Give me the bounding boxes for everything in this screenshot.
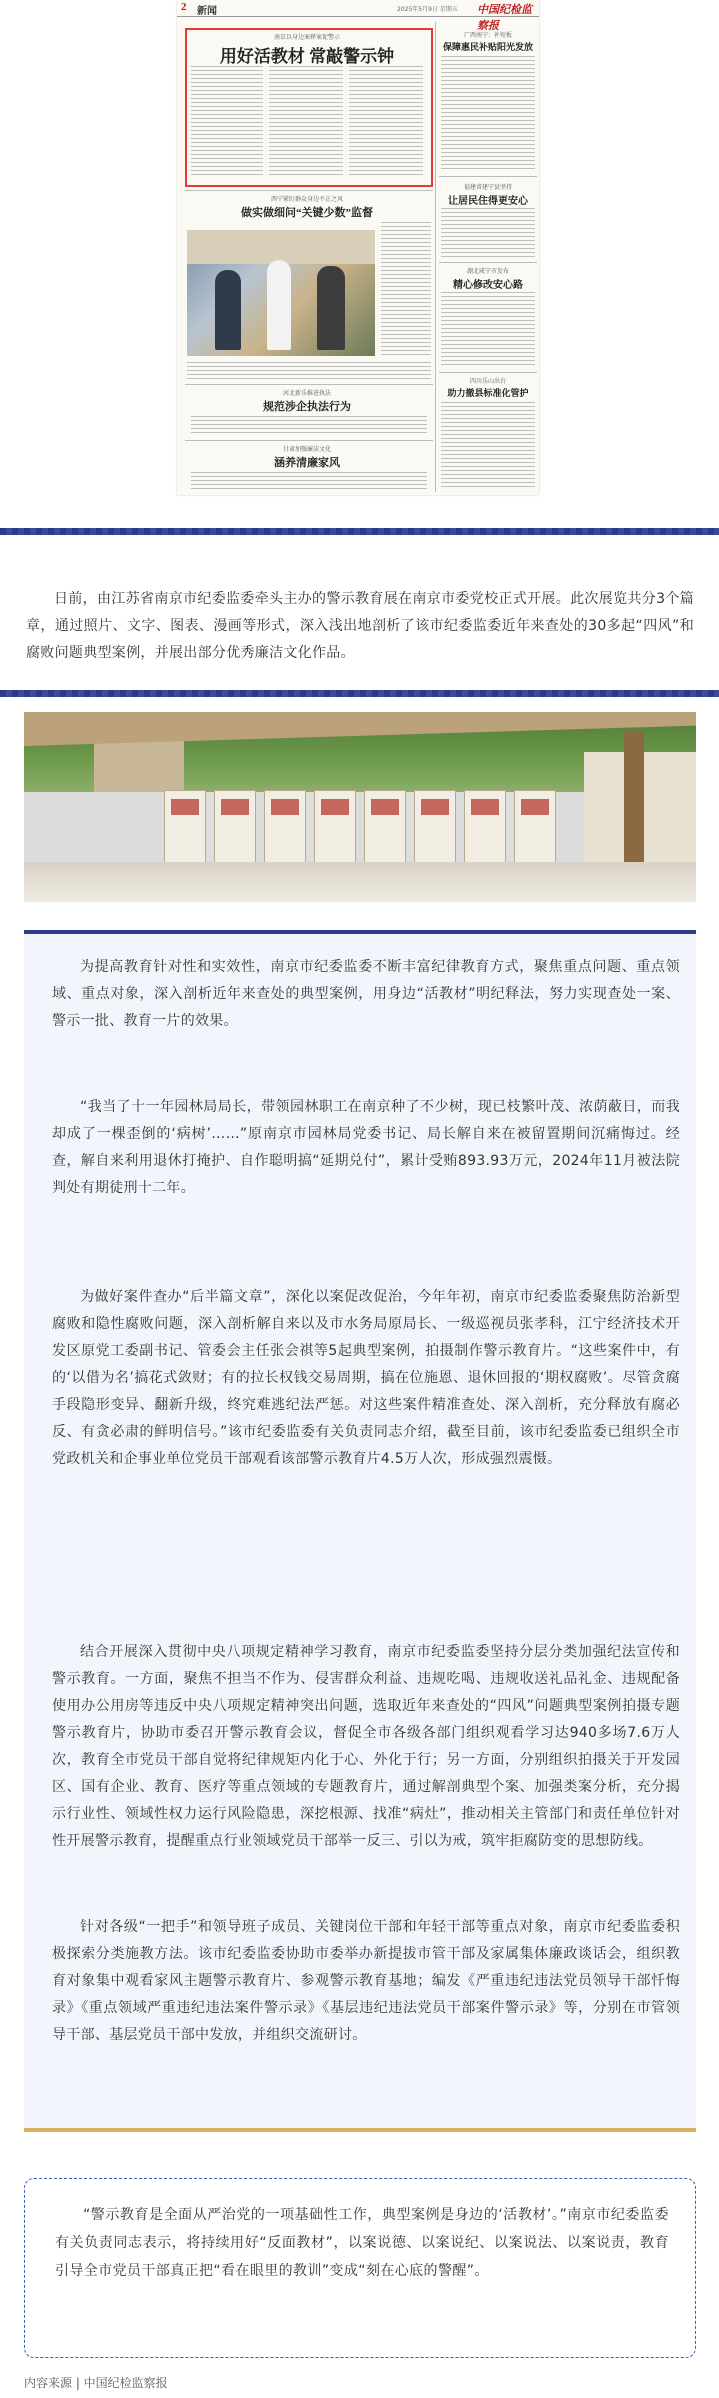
body-paragraph-3: 为做好案件查办“后半篇文章”，深化以案促改促治，今年年初，南京市纪委监委聚焦防治新型腐败和隐性腐败问题，深入剖析解自来以及市水务局原局长、一级巡视员张孝科，江宁经济技术开发区原党工委副书记、管委会主任张会祺等5起典型案例，拍摄制作警示教育片。“这些案件中，有的‘以借为名’搞花式敛财；有的拉长权钱交易周期，搞在位施恩、退休回报的‘期权腐败’。尽管贪腐手段隐形变异、翻新升级，终究难逃纪法严惩。对这些案件精准查处、深入剖析，充分释放有腐必反、有贪必肃的鲜明信号。”该市纪委监委有关负责同志介绍，截至目前，该市纪委监委已组织全市党政机关和企事业单位党员干部观看该部警示教育片4.5万人次，形成强烈震慑。: [52, 1289, 680, 1467]
quote-box: [24, 2178, 696, 2358]
row-divider: [185, 190, 433, 191]
article-text: [191, 472, 427, 492]
column-divider: [435, 22, 436, 492]
article-text-col: [349, 66, 423, 178]
article-text: [187, 362, 431, 380]
right-kicker-4: 四川乐山出台: [469, 378, 506, 385]
newspaper-page-image: [177, 0, 539, 495]
newspaper-section: 新闻: [197, 6, 217, 17]
body-paragraph-1: 为提高教育针对性和实效性，南京市纪委监委不断丰富纪律教育方式，聚焦重点问题、重点领域、重点对象，深入剖析近年来查处的典型案例，用身边“活教材”明纪释法，努力实现查处一案、警示一批、教育一片的效果。: [52, 959, 680, 1029]
left-headline-2: 做实做细问“关键少数”监督: [241, 207, 373, 219]
body-paragraph-4: 结合开展深入贯彻中央八项规定精神学习教育，南京市纪委监委坚持分层分类加强纪法宣传和警示教育。一方面，聚焦不担当不作为、侵害群众利益、违规吃喝、违规收送礼品礼金、违规配备使用办公用房等违反中央八项规定精神突出问题，选取近年来查处的“四风”问题典型案例拍摄专题警示教育片，协助市委召开警示教育会议，督促全市各级各部门组织观看学习达940多场7.6万人次，教育全市党员干部自觉将纪律规矩内化于心、外化于行；另一方面，分别组织拍摄关于开发园区、国有企业、教育、医疗等重点领域的专题教育片，通过解剖典型个案、加强类案分析，充分揭示行业性、领域性权力运行风险隐患，深挖根源、找准“病灶”，推动相关主管部门和责任单位针对性开展警示教育，提醒重点行业领域党员干部举一反三、引以为戒，筑牢拒腐防变的思想防线。: [52, 1644, 680, 1849]
intro-paragraph: 日前，由江苏省南京市纪委监委牵头主办的警示教育展在南京市委党校正式开展。此次展览共分3个篇章，通过照片、文字、图表、漫画等形式，深入浅出地剖析了该市纪委监委近年来查处的30多起“四风”和腐败问题典型案例，并展出部分优秀廉洁文化作品。: [26, 591, 694, 661]
article-text-col: [191, 66, 263, 178]
row-divider: [439, 176, 537, 177]
row-divider: [439, 372, 537, 373]
main-headline: 用好活教材 常敲警示钟: [219, 47, 395, 66]
article-text-col: [441, 56, 535, 172]
decorative-bar-top: [0, 528, 719, 535]
newspaper-page-number: 2: [181, 1, 187, 13]
quote-text: “警示教育是全面从严治党的一项基础性工作，典型案例是身边的‘活教材’。”南京市纪委监委有关负责同志表示，将持续用好“反面教材”，以案说德、以案说纪、以案说法、以案说责，教育引导全市党员干部真正把“看在眼里的教训”变成“刻在心底的警醒”。: [55, 2207, 669, 2279]
right-headline-4: 助力撤县标准化管护: [447, 388, 529, 398]
newspaper-photo: [187, 230, 375, 356]
body-paragraph-5: 针对各级“一把手”和领导班子成员、关键岗位干部和年轻干部等重点对象，南京市纪委监委积极探索分类施教方法。该市纪委监委协助市委举办新提拔市管干部及家属集体廉政谈话会，组织教育对象集中观看家风主题警示教育片、参观警示教育基地；编发《严重违纪违法党员领导干部忏悔录》《重点领域严重违纪违法案件警示录》《基层违纪违法党员干部案件警示录》等，分别在市管领导干部、基层党员干部中发放，并组织交流研讨。: [52, 1919, 680, 2043]
article-text-col: [269, 66, 343, 178]
left-headline-3: 规范涉企执法行为: [263, 401, 351, 413]
left-kicker-3: 河北新乐推进执法: [282, 390, 331, 397]
right-headline-1: 保障惠民补贴阳光发放: [442, 42, 533, 52]
right-headline-2: 让居民住得更安心: [448, 196, 528, 207]
article-text-col: [441, 208, 535, 258]
exhibition-photo: [24, 712, 696, 902]
article-text: [191, 416, 427, 436]
row-divider: [185, 384, 433, 385]
content-source: 内容来源 | 中国纪检监察报: [24, 2376, 168, 2390]
right-kicker-2: 福建省建宁县坚持: [463, 184, 512, 191]
left-headline-4: 涵养清廉家风: [274, 457, 340, 469]
row-divider: [439, 262, 537, 263]
article-body-card: [24, 930, 696, 2132]
newspaper-date: 2025年5月9日 星期五: [397, 6, 458, 13]
right-headline-3: 精心修改安心路: [453, 280, 523, 291]
article-text-col: [441, 292, 535, 368]
right-kicker-3: 湖北咸宁市发布: [466, 268, 509, 275]
newspaper-masthead: 中国纪检监察报: [477, 4, 532, 32]
article-text-col: [381, 222, 431, 358]
newspaper-header: [177, 0, 539, 32]
main-kicker: 南京以身边案释案促警示: [273, 34, 340, 41]
decorative-bar-bottom: [0, 690, 719, 697]
body-paragraph-2: “我当了十一年园林局局长，带领园林职工在南京种了不少树，现已枝繁叶茂、浓荫蔽日，而我却成了一棵歪倒的‘病树’……”原南京市园林局党委书记、局长解自来在被留置期间沉痛悔过。经查，解自来利用退休打掩护、自作聪明搞“延期兑付”，累计受贿893.93万元，2024年11月被法院判处有期徒刑十二年。: [52, 1099, 680, 1196]
left-kicker-4: 甘肃加强廉洁文化: [282, 446, 331, 453]
left-kicker-2: 西宁紧盯群众身边不正之风: [270, 196, 343, 203]
article-text-col: [441, 402, 535, 490]
row-divider: [185, 440, 433, 441]
right-kicker-1: 广西南宁：补短板: [463, 32, 512, 39]
